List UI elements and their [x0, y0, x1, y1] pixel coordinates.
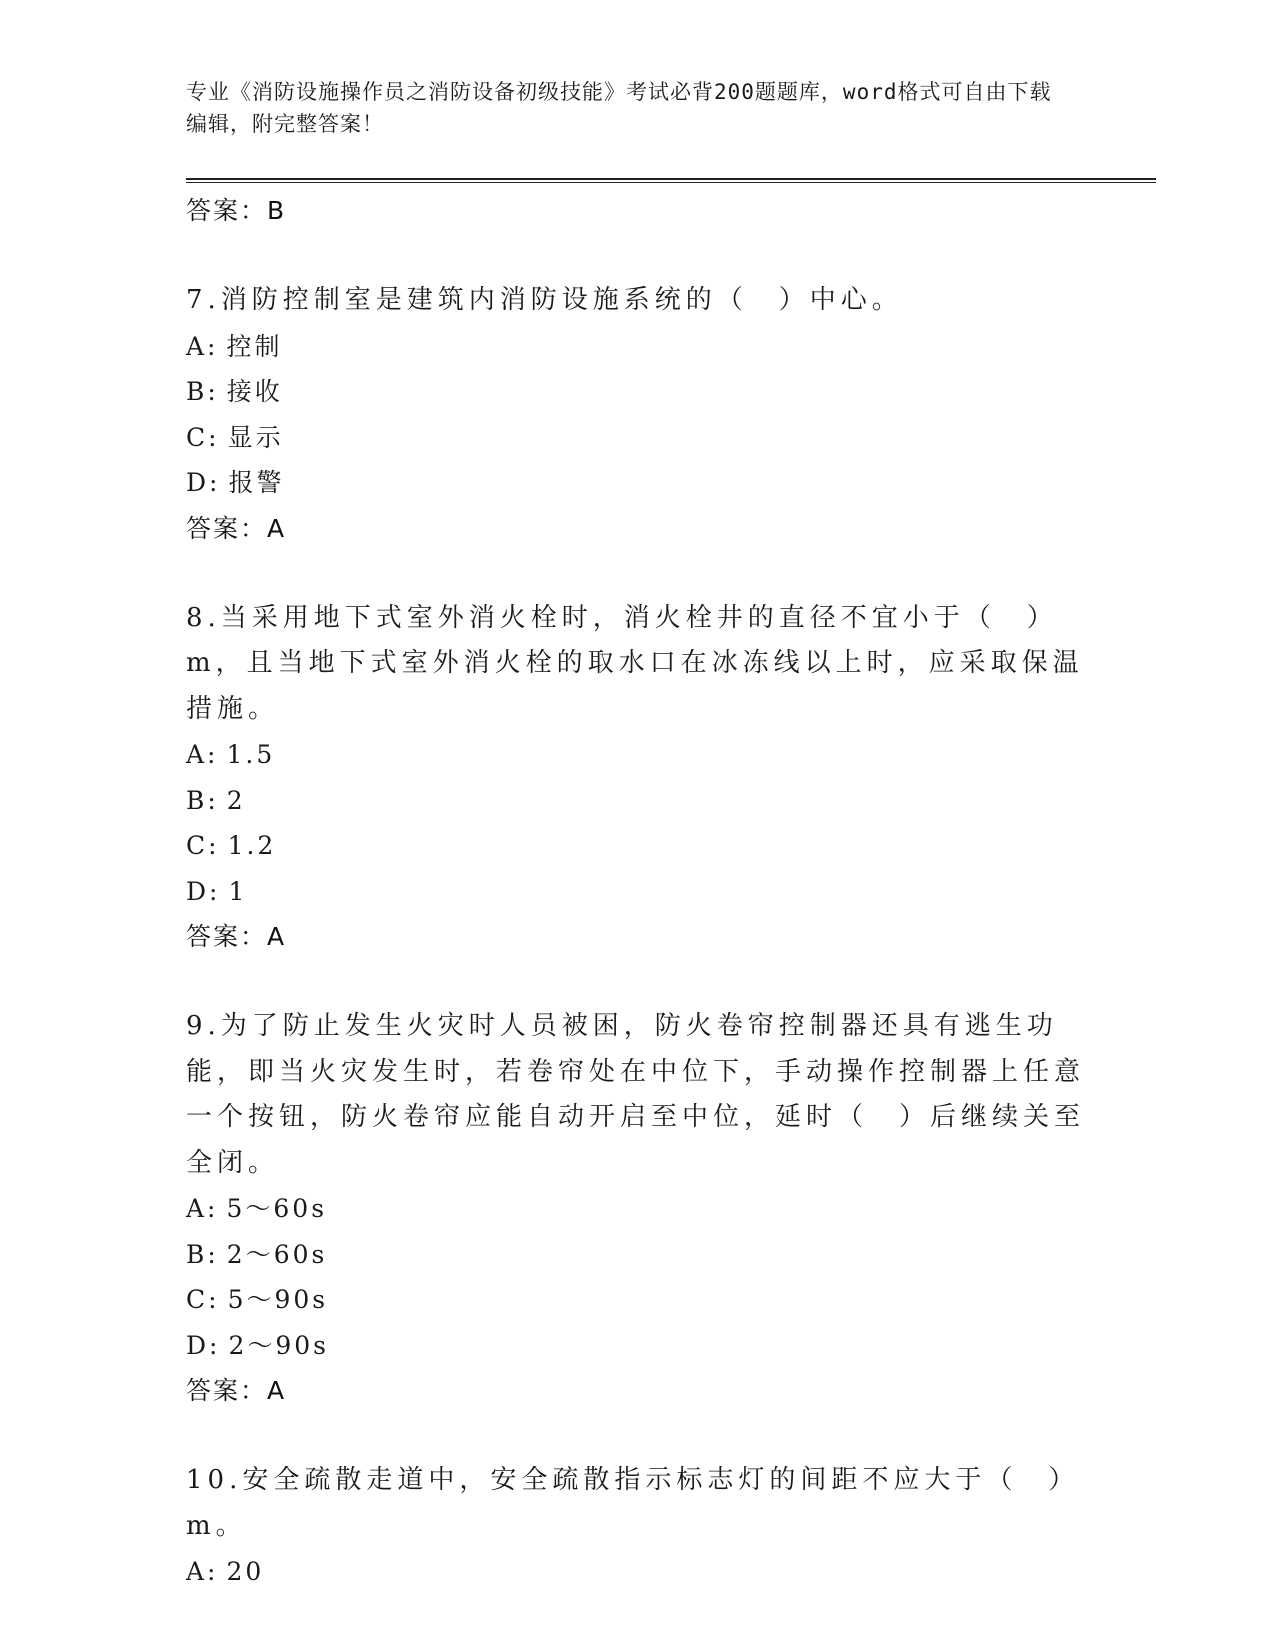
option-a	[186, 732, 1086, 778]
option-text: 2～90s	[228, 1330, 330, 1360]
question-text: 10.安全疏散走道中，安全疏散指示标志灯的间距不应大于（ ）m。	[186, 1465, 1080, 1541]
option-text: 1	[228, 876, 248, 906]
answer-line: 答案：A	[186, 1376, 287, 1405]
answer-line: 答案：B	[186, 196, 287, 225]
option-text: 报警	[228, 468, 285, 497]
option-d	[186, 869, 1086, 915]
option-letter: B:	[186, 1239, 219, 1269]
question-text: 9.为了防止发生火灾时人员被困，防火卷帘控制器还具有逃生功能，即当火灾发生时，若卷帘处在中位下，手动操作控制器上任意一个按钮，防火卷帘应能自动开启至中位，延时（ ）后继续关至全闭。	[186, 1011, 1086, 1178]
option-text: 5～90s	[227, 1285, 329, 1314]
question-text: 8.当采用地下式室外消火栓时，消火栓井的直径不宜小于（ ）m，且当地下式室外消火栓的取水口在冰冻线以上时，应采取保温措施。	[186, 602, 1084, 724]
answer-line: 答案：A	[186, 922, 287, 951]
option-text: 控制	[226, 331, 283, 361]
option-a	[186, 1549, 1086, 1595]
option-letter: C:	[186, 831, 220, 860]
option-letter: D:	[186, 876, 221, 906]
question-item	[186, 1458, 1086, 1595]
option-letter: B:	[186, 785, 219, 815]
option-text: 1.2	[227, 831, 277, 860]
option-a	[186, 1186, 1086, 1232]
option-c	[186, 823, 1086, 869]
option-letter: B:	[186, 377, 219, 406]
option-c	[186, 415, 1086, 461]
header-divider	[186, 178, 1156, 183]
question-item	[186, 278, 1086, 552]
option-letter: C:	[186, 1285, 220, 1314]
option-b	[186, 778, 1086, 824]
option-text: 20	[226, 1557, 265, 1586]
option-letter: A:	[186, 1557, 219, 1586]
document-header: 专业《消防设施操作员之消防设备初级技能》考试必背200题题库，word格式可自由下载编辑，附完整答案！	[186, 80, 1052, 136]
option-letter: D:	[186, 468, 221, 497]
option-b	[186, 1232, 1086, 1278]
option-text: 接收	[226, 377, 283, 406]
option-d	[186, 1323, 1086, 1369]
answer-line: 答案：A	[186, 513, 287, 543]
question-text: 7.消防控制室是建筑内消防设施系统的（ ）中心。	[186, 285, 903, 315]
option-letter: A:	[186, 740, 219, 769]
option-letter: C:	[186, 422, 220, 452]
option-letter: D:	[186, 1330, 221, 1360]
option-b	[186, 369, 1086, 415]
question-item	[186, 596, 1086, 961]
document-body	[186, 188, 1086, 1595]
option-text: 5～60s	[226, 1194, 328, 1223]
question-item	[186, 1004, 1086, 1414]
option-text: 2	[226, 785, 246, 815]
option-text: 显示	[227, 422, 284, 452]
option-d	[186, 460, 1086, 506]
option-letter: A:	[186, 1194, 219, 1223]
option-letter: A:	[186, 331, 219, 361]
option-text: 1.5	[226, 740, 276, 769]
option-text: 2～60s	[226, 1239, 328, 1269]
option-a	[186, 324, 1086, 370]
option-c	[186, 1277, 1086, 1323]
